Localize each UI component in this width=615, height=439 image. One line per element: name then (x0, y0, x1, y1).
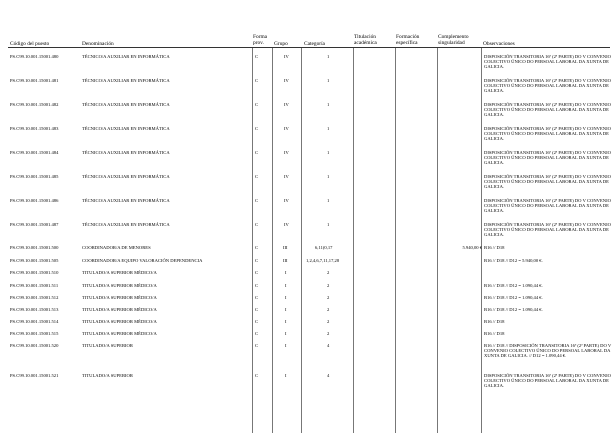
row-grupo: I (285, 373, 287, 378)
row-forma: C (255, 258, 259, 263)
row-denominacion: TITULADO/A SUPERIOR (82, 373, 133, 378)
header-observaciones: Observaciones (483, 41, 515, 47)
row-codigo: PS.C99.10.001.15001.482 (10, 102, 59, 107)
row-codigo: PS.C99.10.001.15001.515 (10, 331, 59, 336)
row-categoria: 2 (327, 270, 330, 275)
row-denominacion: COORDINADOR/A EQUIPO VALORACIÓN DEPENDENCIA (82, 258, 203, 263)
row-observaciones: B16 // D18 // DISPOSICIÓN TRANSITORIA 16ª (2ª PARTE) DO V CONVENIO COLECTIVO ÚNICO DO PERSOAL LABORAL DA XUNTA DE GALICIA. // D12 = 1.090,44 €. (484, 343, 612, 359)
row-categoria: 4 (327, 373, 330, 378)
row-grupo: I (285, 295, 287, 300)
row-categoria: 2 (327, 295, 330, 300)
row-codigo: PS.C99.10.001.15001.483 (10, 126, 59, 131)
row-observaciones: DISPOSICIÓN TRANSITORIA 16ª (2ª PARTE) DO V CONVENIO COLECTIVO ÚNICO DO PERSOAL LABORAL DA XUNTA DE GALICIA. (484, 174, 611, 190)
row-codigo: PS.C99.10.001.15001.514 (10, 319, 59, 324)
header-formacion: Formación específica (396, 34, 420, 47)
row-forma: C (255, 295, 259, 300)
row-categoria: 2 (327, 307, 330, 312)
row-grupo: I (285, 307, 287, 312)
header-categoria: Categoría (304, 41, 325, 47)
row-categoria: 1 (327, 174, 330, 179)
row-observaciones: B16 // D18 // D12 = 5.940,00 €. (484, 258, 543, 263)
row-forma: C (255, 373, 259, 378)
row-categoria: 1 (327, 54, 330, 59)
row-forma: C (255, 174, 259, 179)
row-observaciones: DISPOSICIÓN TRANSITORIA 16ª (2ª PARTE) DO V CONVENIO COLECTIVO ÚNICO DO PERSOAL LABORAL DA XUNTA DE GALICIA. (484, 150, 611, 166)
row-denominacion: TITULADO/A SUPERIOR MÉDICO/A (82, 331, 157, 336)
row-codigo: PS.C99.10.001.15001.500 (10, 245, 59, 250)
header-grupo: Grupo (274, 41, 288, 47)
column-divider (301, 48, 302, 433)
row-codigo: PS.C99.10.001.15001.513 (10, 307, 59, 312)
row-observaciones: B16 // D18 // D12 = 1.090,44 €. (484, 283, 543, 288)
row-codigo: PS.C99.10.001.15001.484 (10, 150, 59, 155)
row-observaciones: B16 // D18 // D12 = 1.090,44 €. (484, 295, 543, 300)
row-forma: C (255, 150, 259, 155)
row-categoria: 6,11(0,17 (315, 245, 333, 250)
row-observaciones: DISPOSICIÓN TRANSITORIA 16ª (2ª PARTE) DO V CONVENIO COLECTIVO ÚNICO DO PERSOAL LABORAL DA XUNTA DE GALICIA. (484, 78, 611, 94)
row-denominacion: TÉCNICO/A AUXILIAR EN INFORMÁTICA (82, 126, 170, 131)
row-denominacion: TITULADO/A SUPERIOR MÉDICO/A (82, 295, 157, 300)
row-observaciones: DISPOSICIÓN TRANSITORIA 16ª (2ª PARTE) DO V CONVENIO COLECTIVO ÚNICO DO PERSOAL LABORAL DA XUNTA DE GALICIA. (484, 126, 611, 142)
row-observaciones: DISPOSICIÓN TRANSITORIA 16ª (2ª PARTE) DO V CONVENIO COLECTIVO ÚNICO DO PERSOAL LABORAL DA XUNTA DE GALICIA. (484, 102, 611, 118)
row-forma: C (255, 319, 259, 324)
row-forma: C (255, 222, 259, 227)
row-denominacion: TÉCNICO/A AUXILIAR EN INFORMÁTICA (82, 150, 170, 155)
header-denominacion: Denominación (82, 41, 114, 47)
row-forma: C (255, 102, 259, 107)
row-denominacion: TITULADO/A SUPERIOR MÉDICO/A (82, 319, 157, 324)
row-codigo: PS.C99.10.001.15001.480 (10, 54, 59, 59)
row-denominacion: TITULADO/A SUPERIOR (82, 343, 133, 348)
row-codigo: PS.C99.10.001.15001.520 (10, 343, 59, 348)
row-categoria: 1 (327, 150, 330, 155)
row-forma: C (255, 343, 259, 348)
row-observaciones: DISPOSICIÓN TRANSITORIA 16ª (2ª PARTE) DO V CONVENIO COLECTIVO ÚNICO DO PERSOAL LABORAL DA XUNTA DE GALICIA. (484, 198, 611, 214)
row-categoria: 4 (327, 343, 330, 348)
row-complemento: 5.940,00 € (462, 245, 482, 250)
row-denominacion: COORDINADOR/A DE MENORES (82, 245, 151, 250)
row-categoria: 1 (327, 78, 330, 83)
row-categoria: 2 (327, 331, 330, 336)
row-observaciones: B16 // D18 // D12 = 1.090,44 €. (484, 307, 543, 312)
row-observaciones: DISPOSICIÓN TRANSITORIA 16ª (2ª PARTE) DO V CONVENIO COLECTIVO ÚNICO DO PERSOAL LABORAL DA XUNTA DE GALICIA. (484, 222, 611, 238)
row-denominacion: TÉCNICO/A AUXILIAR EN INFORMÁTICA (82, 198, 170, 203)
row-grupo: IV (284, 198, 289, 203)
row-grupo: I (285, 270, 287, 275)
row-codigo: PS.C99.10.001.15001.512 (10, 295, 59, 300)
row-grupo: I (285, 343, 287, 348)
column-divider (272, 48, 273, 433)
row-denominacion: TÉCNICO/A AUXILIAR EN INFORMÁTICA (82, 174, 170, 179)
row-codigo: PS.C99.10.001.15001.505 (10, 258, 59, 263)
header-forma: Forma prov. (253, 34, 268, 47)
row-denominacion: TITULADO/A SUPERIOR MÉDICO/A (82, 270, 157, 275)
row-categoria: 1,2,4,6,7,11,17,28 (306, 258, 340, 263)
row-observaciones: DISPOSICIÓN TRANSITORIA 16ª (2ª PARTE) DO V CONVENIO COLECTIVO ÚNICO DO PERSOAL LABORAL DA XUNTA DE GALICIA. (484, 54, 611, 70)
row-denominacion: TÉCNICO/A AUXILIAR EN INFORMÁTICA (82, 54, 170, 59)
row-forma: C (255, 198, 259, 203)
header-titulacion: Titulación académica (354, 34, 377, 47)
row-codigo: PS.C99.10.001.15001.485 (10, 174, 59, 179)
column-divider (353, 48, 354, 433)
header-codigo: Código del puesto (10, 41, 50, 47)
column-divider (252, 48, 253, 433)
header-rule (8, 47, 610, 48)
row-codigo: PS.C99.10.001.15001.511 (10, 283, 59, 288)
row-forma: C (255, 270, 259, 275)
row-grupo: I (285, 283, 287, 288)
row-observaciones: B16 // D18 (484, 245, 505, 250)
row-forma: C (255, 331, 259, 336)
row-codigo: PS.C99.10.001.15001.481 (10, 78, 59, 83)
row-forma: C (255, 54, 259, 59)
row-denominacion: TITULADO/A SUPERIOR MÉDICO/A (82, 307, 157, 312)
row-codigo: PS.C99.10.001.15001.510 (10, 270, 59, 275)
row-grupo: I (285, 331, 287, 336)
row-grupo: IV (284, 54, 289, 59)
row-codigo: PS.C99.10.001.15001.521 (10, 373, 59, 378)
row-categoria: 2 (327, 319, 330, 324)
row-grupo: IV (284, 78, 289, 83)
row-observaciones: B16 // D18 (484, 331, 505, 336)
row-grupo: III (283, 258, 288, 263)
row-grupo: IV (284, 102, 289, 107)
column-divider (437, 48, 438, 433)
row-forma: C (255, 78, 259, 83)
row-categoria: 1 (327, 198, 330, 203)
row-observaciones: DISPOSICIÓN TRANSITORIA 16ª (2ª PARTE) DO V CONVENIO COLECTIVO ÚNICO DO PERSOAL LABORAL DA XUNTA DE GALICIA. (484, 373, 611, 389)
row-grupo: IV (284, 222, 289, 227)
column-divider (395, 48, 396, 433)
row-denominacion: TÉCNICO/A AUXILIAR EN INFORMÁTICA (82, 222, 170, 227)
row-denominacion: TITULADO/A SUPERIOR MÉDICO/A (82, 283, 157, 288)
row-grupo: III (283, 245, 288, 250)
row-codigo: PS.C99.10.001.15001.487 (10, 222, 59, 227)
row-grupo: IV (284, 126, 289, 131)
row-denominacion: TÉCNICO/A AUXILIAR EN INFORMÁTICA (82, 78, 170, 83)
row-forma: C (255, 245, 259, 250)
row-categoria: 2 (327, 283, 330, 288)
header-complemento: Complemento singularidad (438, 34, 469, 47)
row-denominacion: TÉCNICO/A AUXILIAR EN INFORMÁTICA (82, 102, 170, 107)
row-observaciones: B16 // D18 (484, 319, 505, 324)
row-forma: C (255, 307, 259, 312)
row-categoria: 1 (327, 102, 330, 107)
column-divider (481, 48, 482, 433)
row-categoria: 1 (327, 222, 330, 227)
row-forma: C (255, 126, 259, 131)
row-codigo: PS.C99.10.001.15001.486 (10, 198, 59, 203)
row-grupo: I (285, 319, 287, 324)
row-grupo: IV (284, 174, 289, 179)
row-grupo: IV (284, 150, 289, 155)
row-forma: C (255, 283, 259, 288)
row-categoria: 1 (327, 126, 330, 131)
